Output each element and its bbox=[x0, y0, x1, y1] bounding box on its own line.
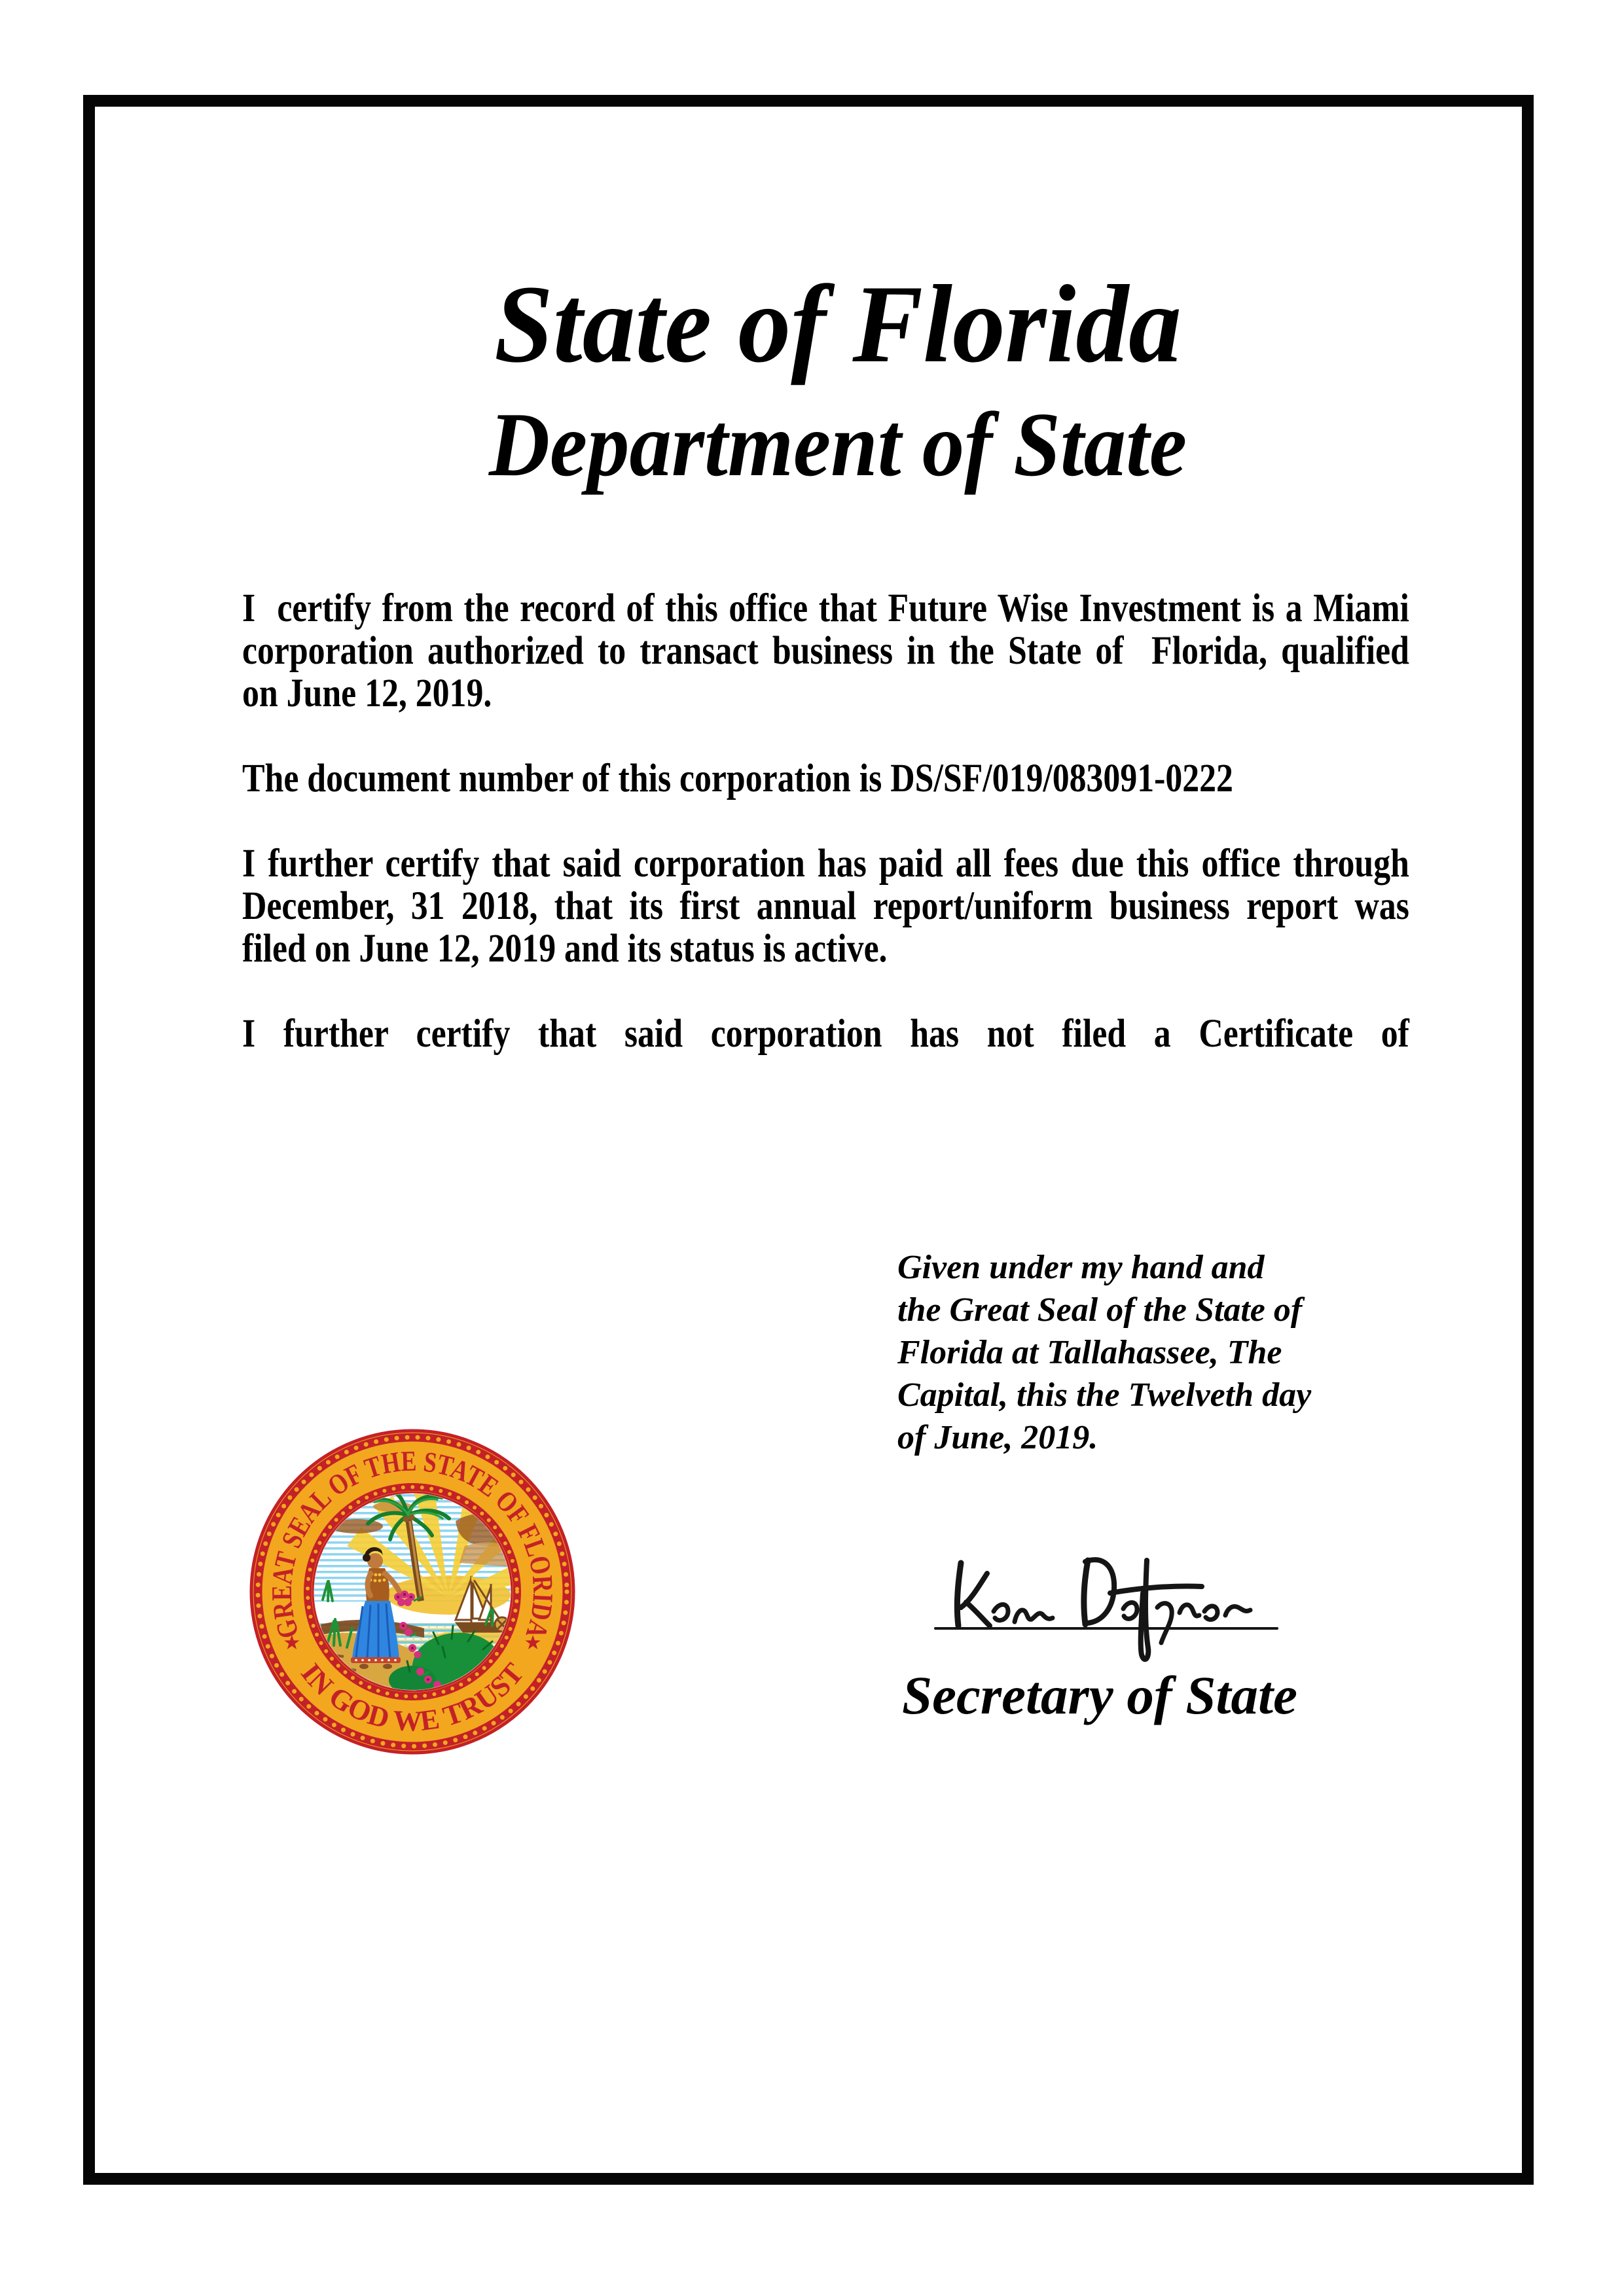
certificate-header bbox=[242, 259, 1434, 501]
attestation-line: Florida at Tallahassee, The bbox=[897, 1334, 1282, 1371]
paragraph-fees-status bbox=[242, 842, 1409, 970]
body-line: I further certify that said corporation has paid all fees due this office through bbox=[242, 842, 1409, 886]
attestation-line: Given under my hand and bbox=[897, 1249, 1265, 1286]
body-line: December, 31 2018, that its first annual report/uniform business report was bbox=[242, 884, 1409, 928]
body-line: on June 12, 2019. bbox=[242, 672, 492, 715]
paragraph-document-number bbox=[242, 757, 1409, 800]
secretary-of-state-title: Secretary of State bbox=[902, 1665, 1297, 1725]
certificate-body bbox=[242, 587, 1409, 1098]
attestation-line: of June, 2019. bbox=[897, 1419, 1098, 1456]
body-line: I further certify that said corporation has not filed a Certificate of bbox=[242, 1012, 1409, 1056]
attestation-block bbox=[897, 1249, 1356, 1462]
body-line: I certify from the record of this office that Future Wise Investment is a Miami bbox=[242, 586, 1409, 630]
seal-ring-text-top: GREAT SEAL OF THE STATE OF FLORIDA bbox=[265, 1444, 560, 1646]
attestation-line: Capital, this the Twelveth day bbox=[897, 1376, 1312, 1414]
page-subtitle: Department of State bbox=[488, 394, 1187, 495]
paragraph-no-certificate bbox=[242, 1013, 1409, 1055]
body-line: corporation authorized to transact business in the State of Florida, qualified bbox=[242, 629, 1409, 673]
seal-ring-text-bottom: IN GOD WE TRUST bbox=[295, 1657, 530, 1738]
great-seal-of-florida bbox=[249, 1428, 576, 1755]
body-line: The document number of this corporation is DS/SF/019/083091-0222 bbox=[242, 757, 1233, 800]
paragraph-certification bbox=[242, 587, 1409, 715]
page-title: State of Florida bbox=[494, 262, 1182, 386]
attestation-line: the Great Seal of the State of bbox=[897, 1291, 1303, 1329]
body-line: filed on June 12, 2019 and its status is active. bbox=[242, 927, 888, 971]
